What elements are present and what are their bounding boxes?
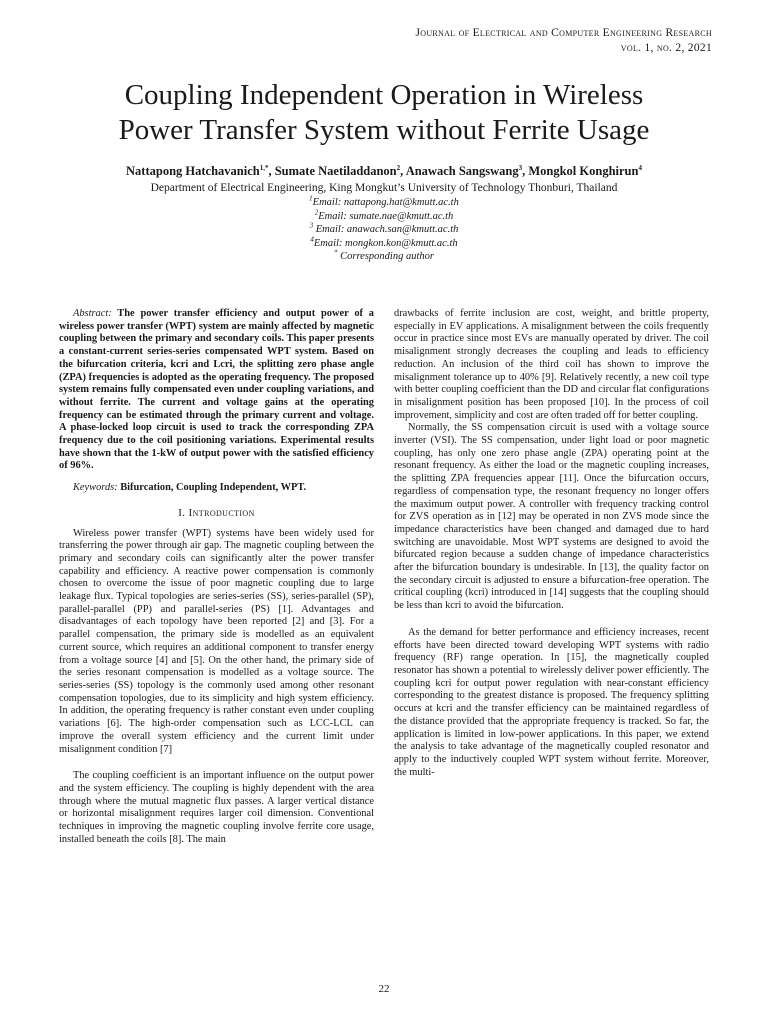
email-line	[40, 196, 728, 210]
journal-header	[415, 26, 712, 56]
author-name: Mongkol Konghirun	[528, 164, 639, 178]
email-address: Email: sumate.nae@kmutt.ac.th	[318, 210, 454, 222]
author-affiliation-marker: 1,*	[259, 163, 269, 172]
body-paragraph: The coupling coefficient is an important influence on the output power and the system efficiency. The coupling is highly dependent with the area through where the mutual magnetic flux passes. A larger vertical distance or horizontal misalignment requires larger coil dimension. Conventional techniques in improving the magnetic coupling involve ferrite core usage, installed beneath the coils [8]. The main	[59, 770, 374, 845]
author-name: Nattapong Hatchavanich	[126, 164, 260, 178]
email-address: Email: anawach.san@kmutt.ac.th	[313, 224, 459, 235]
abstract-label: Abstract:	[73, 308, 112, 319]
paper-title-line-2: Power Transfer System without Ferrite Usage	[118, 114, 650, 146]
author-affiliation-marker: 3	[518, 163, 523, 172]
author-list	[40, 163, 728, 179]
email-marker: 4	[310, 235, 314, 243]
affiliation: Department of Electrical Engineering, King Mongkut’s University of Technology Thonburi, Thailand	[150, 182, 618, 194]
author-separator: ,	[400, 164, 406, 178]
keywords-text: Bifurcation, Coupling Independent, WPT.	[117, 482, 307, 494]
email-line	[40, 237, 728, 251]
author-separator: ,	[522, 164, 529, 178]
email-marker: 2	[314, 208, 319, 216]
email-address: Email: nattapong.hat@kmutt.ac.th	[312, 197, 459, 208]
page-number: 22	[378, 983, 390, 995]
paper-title	[70, 78, 698, 148]
body-paragraph: As the demand for better performance and efficiency increases, recent efforts have been directed toward developing WPT systems with radio frequency (RF) range operation. In [15], the magnetically coupled resonator has shown a potential to wirelessly deliver power efficiently. The coupling kcri for output power regulation with near-constant efficiency corresponding to the greatest distance is proposed. The frequency splitting occurs at kcri and the transfer efficiency can be maintained regardless of the distance provided that the appropriate frequency is tracked. So far, the application is limited in low-power applications. In this paper, we extend the analysis to take advantage of the magnetically coupled resonator and apply to the inductively coupled WPT system without ferrite. Moreover, the multi-	[394, 626, 709, 778]
email-address: Email: mongkon.kon@kmutt.ac.th	[313, 237, 458, 249]
author-affiliation-marker: 2	[396, 163, 401, 172]
email-line	[40, 223, 728, 237]
corresponding-marker: *	[334, 248, 338, 257]
email-marker: 3	[309, 221, 314, 230]
author-name: Sumate Naetiladdanon	[274, 164, 397, 178]
section-heading-introduction: I. Introduction	[178, 506, 255, 519]
email-marker: 1	[309, 194, 313, 203]
abstract-text: The power transfer efficiency and output power of a wireless power transfer (WPT) system are mainly affected by magnetic coupling between the primary and secondary coils. This paper presents a constant-current series-series compensated WPT system. Based on the bifurcation criteria, kcri and Lcri, the splitting zero phase angle (ZPA) frequencies is adopted as the operating frequency. The proposed system remains fully compensated even under coupling variations, and without ferrite. The current and voltage gains at the operating frequency can be estimated through the primary current and voltage. A phase-locked loop circuit is used to track the corresponding ZPA frequency due to the coil positioning variations. Experimental results have shown that the 1-kW of output power with the satisfied efficiency of 96%.	[59, 308, 374, 472]
corresponding-author-note	[40, 250, 728, 264]
right-column	[394, 308, 709, 779]
paper-title-line-1: Coupling Independent Operation in Wireless	[124, 79, 644, 111]
journal-volume-issue: vol. 1, no. 2, 2021	[620, 42, 712, 54]
corresponding-author-text: Corresponding author	[337, 251, 434, 262]
email-line	[40, 210, 728, 224]
abstract	[59, 308, 374, 473]
left-column	[59, 308, 374, 846]
email-list	[40, 196, 728, 264]
body-paragraph: drawbacks of ferrite inclusion are cost, weight, and brittle property, especially in EV applications. A misalignment between the coils frequently occur in practice since most EVs are manually operated by driver. The coil misalignment strongly decreases the coupling and leads to efficiency reduction. An inclusion of the third coil has shown to improve the misalignment tolerance up to 40% [9]. Relatively recently, a new coil type with better coupling coefficient than the DD and circular flat configurations in misalignment position has been proposed [10]. In the process of coil improvement, simplicity and cost are often traded off for better coupling.	[394, 308, 709, 421]
author-separator: ,	[268, 164, 275, 178]
body-paragraph: Normally, the SS compensation circuit is used with a voltage source inverter (VSI). The SS compensation, under light load or poor magnetic coupling, has only one zero phase angle (ZPA) operating point at the resonant frequency. As either the load or the magnetic coupling increases, the splitting ZPA frequencies appear [11]. Once the bifurcation occurs, regardless of compensation type, the resonant frequency no longer offers the maximum output power. A controller with frequency tracking control for ZVS operation as in [12] may be operated in non ZVS mode since the impedance characteristics have been changed and damaged due to hard switching are unavoidable. Most WPT systems are designed to avoid the bifurcated region because a sudden change of impedance characteristics after the bifurcation boundary is undesirable. In [13], the quality factor on the secondary circuit is adjusted to ensure a bifurcation-free operation. The critical coupling (kcri) introduced in [14] suggests that the coupling should be less than kcri to avoid the bifurcation.	[394, 422, 709, 612]
keywords	[59, 482, 374, 495]
author-name: Anawach Sangswang	[405, 164, 519, 178]
journal-name: Journal of Electrical and Computer Engineering Research	[415, 27, 712, 39]
body-paragraph: Wireless power transfer (WPT) systems have been widely used for transferring the power through air gap. The magnetic coupling between the primary and secondary coils can significantly alter the power transfer capability and efficiency. A reactive power compensation is commonly chosen to overcome the issue of poor magnetic coupling due to large leakage flux. Typical topologies are series-series (SS), series-parallel (SP), parallel-parallel (PP) and parallel-series (PS) [1]. Advantages and disadvantages of each topology have been reported [2] and [3]. For a parallel compensation, the primary side is modelled as an equivalent current source, which requires an additional component to transfer energy from a voltage source [4] and [5]. On the other hand, the primary side of the series resonant compensation is modelled as a voltage source. The series-series (SS) topology is the commonly used among other resonant compensation topologies, due to its simplicity and high system efficiency. In addition, the operating frequency is rather constant even under coupling variations [6]. The high-order compensation such as LCC-LCL can improve the overall system efficiency and the current limit under misalignment condition [7]	[59, 527, 374, 755]
keywords-label: Keywords:	[73, 482, 118, 494]
author-affiliation-marker: 4	[638, 163, 642, 172]
